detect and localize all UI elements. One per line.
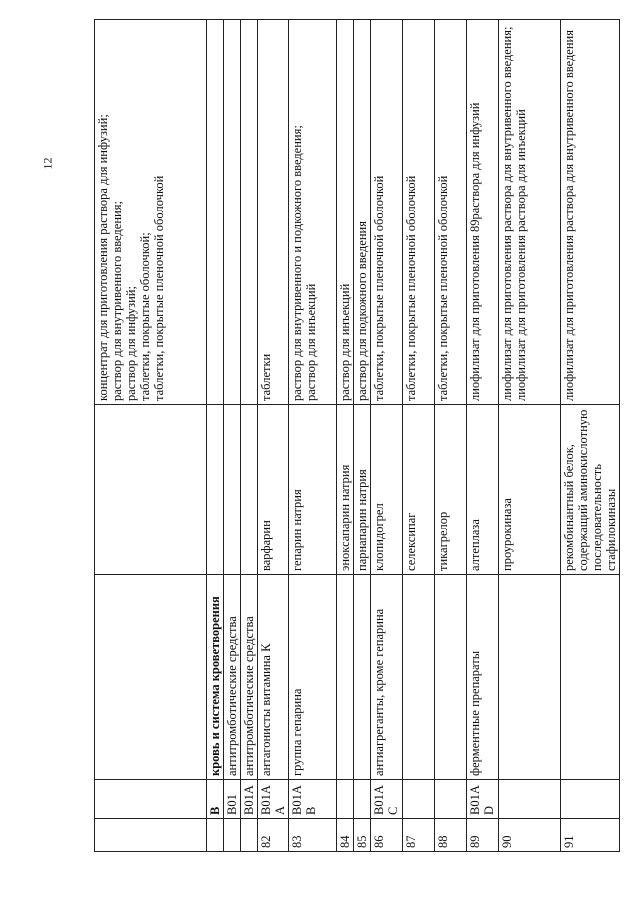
cell-num xyxy=(289,819,337,852)
cell-form xyxy=(561,20,620,405)
cell-text-num: 91 xyxy=(562,835,576,848)
cell-text-drug: алтеплаза xyxy=(468,519,482,571)
cell-name xyxy=(435,575,467,780)
cell-text-drug: селексипаг xyxy=(404,512,418,571)
cell-code xyxy=(224,780,241,819)
cell-num xyxy=(241,819,258,852)
table-row xyxy=(561,20,620,852)
cell-text-num: 85 xyxy=(355,835,369,848)
cell-text-code: В01 xyxy=(225,794,239,815)
cell-text-drug: клопидогрел xyxy=(372,503,386,571)
cell-form xyxy=(403,20,435,405)
cell-text-form: таблетки, покрытые пленочной оболочкой xyxy=(436,175,450,401)
cell-name xyxy=(258,575,289,780)
cell-name xyxy=(467,575,499,780)
cell-name xyxy=(207,575,224,780)
cell-text-name: антитромботические средства xyxy=(242,616,256,776)
cell-text-form: таблетки, покрытые пленочной оболочкой xyxy=(372,175,386,401)
cell-text-form: лиофилизат для приготовления раствора для внутривенного введения; лиофилизат для приготовления раствора для инъекций xyxy=(500,26,528,401)
cell-drug xyxy=(371,405,403,575)
cell-text-name: группа гепарина xyxy=(290,688,304,776)
cell-code xyxy=(403,780,435,819)
cell-name xyxy=(95,575,207,780)
table-row xyxy=(354,20,371,852)
cell-code xyxy=(499,780,561,819)
cell-text-form: раствор для внутривенного и подкожного введения; раствор для инъекций xyxy=(290,125,318,401)
cell-drug xyxy=(435,405,467,575)
cell-num xyxy=(354,819,371,852)
cell-text-code: В01АВ xyxy=(290,785,318,815)
cell-text-num: 83 xyxy=(290,835,304,848)
cell-text-drug: варфарин xyxy=(259,520,273,571)
cell-text-num: 89 xyxy=(468,835,482,848)
cell-num xyxy=(499,819,561,852)
cell-form xyxy=(467,20,499,405)
table-row xyxy=(241,20,258,852)
cell-text-num: 82 xyxy=(259,835,273,848)
table-row xyxy=(467,20,499,852)
cell-text-code: В xyxy=(208,806,222,815)
table-row xyxy=(337,20,354,852)
cell-drug xyxy=(337,405,354,575)
cell-num xyxy=(207,819,224,852)
cell-form xyxy=(435,20,467,405)
cell-text-code: В01АD xyxy=(468,785,496,815)
drug-table-body xyxy=(95,20,620,852)
cell-num xyxy=(561,819,620,852)
table-row xyxy=(435,20,467,852)
cell-drug xyxy=(258,405,289,575)
cell-text-drug: рекомбинантный белок, содержащий аминокислотную последовательность стафилокиназы xyxy=(562,409,618,571)
cell-text-form: лиофилизат для приготовления раствора для внутривенного введения xyxy=(562,30,576,401)
cell-num xyxy=(224,819,241,852)
cell-drug xyxy=(499,405,561,575)
cell-text-num: 84 xyxy=(338,835,352,848)
drug-table xyxy=(94,19,620,852)
cell-form xyxy=(289,20,337,405)
cell-drug xyxy=(207,405,224,575)
cell-num xyxy=(95,819,207,852)
cell-name xyxy=(224,575,241,780)
cell-form xyxy=(207,20,224,405)
cell-code xyxy=(207,780,224,819)
cell-text-num: 87 xyxy=(404,835,418,848)
cell-text-drug: эноксапарин натрия xyxy=(338,464,352,571)
cell-name xyxy=(289,575,337,780)
cell-code xyxy=(289,780,337,819)
cell-text-num: 88 xyxy=(436,835,450,848)
table-row xyxy=(224,20,241,852)
cell-num xyxy=(371,819,403,852)
cell-text-name: кровь и система кроветворения xyxy=(208,596,222,776)
cell-code xyxy=(561,780,620,819)
cell-form xyxy=(354,20,371,405)
cell-name xyxy=(561,575,620,780)
cell-code xyxy=(435,780,467,819)
cell-text-form: таблетки, покрытые пленочной оболочкой xyxy=(404,175,418,401)
cell-num xyxy=(435,819,467,852)
cell-drug xyxy=(241,405,258,575)
cell-drug xyxy=(561,405,620,575)
cell-text-name: антитромботические средства xyxy=(225,616,239,776)
cell-text-num: 86 xyxy=(372,835,386,848)
cell-drug xyxy=(95,405,207,575)
cell-text-code: В01А xyxy=(242,785,256,815)
cell-text-drug: гепарин натрия xyxy=(290,489,304,571)
cell-code xyxy=(241,780,258,819)
cell-code xyxy=(371,780,403,819)
cell-text-form: концентрат для приготовления раствора для инфузий; раствор для внутривенного введения; раствор для инфузий; таблетки, покрытые оболочкой; таблетки, покрытые пленочной оболочкой xyxy=(96,114,166,401)
cell-num xyxy=(258,819,289,852)
cell-drug xyxy=(403,405,435,575)
cell-drug xyxy=(289,405,337,575)
cell-text-form: лиофилизат для приготовления 89раствора для инфузий xyxy=(468,102,482,401)
cell-text-num: 90 xyxy=(500,835,514,848)
table-row xyxy=(371,20,403,852)
cell-code xyxy=(95,780,207,819)
cell-name xyxy=(371,575,403,780)
cell-drug xyxy=(354,405,371,575)
rotated-table-container xyxy=(94,20,618,852)
cell-text-form: раствор для подкожного введения xyxy=(355,221,369,401)
cell-text-drug: тикагрелор xyxy=(436,511,450,571)
cell-text-form: раствор для инъекций xyxy=(338,283,352,401)
page-number: 12 xyxy=(40,157,55,170)
table-row xyxy=(95,20,207,852)
cell-code xyxy=(354,780,371,819)
cell-name xyxy=(241,575,258,780)
cell-drug xyxy=(467,405,499,575)
cell-code xyxy=(337,780,354,819)
cell-text-name: ферментные препараты xyxy=(468,650,482,776)
cell-name xyxy=(337,575,354,780)
table-row xyxy=(207,20,224,852)
cell-drug xyxy=(224,405,241,575)
table-row xyxy=(403,20,435,852)
cell-text-drug: проурокиназа xyxy=(500,498,514,571)
cell-name xyxy=(403,575,435,780)
cell-num xyxy=(403,819,435,852)
cell-num xyxy=(467,819,499,852)
cell-text-form: таблетки xyxy=(259,353,273,401)
table-row xyxy=(499,20,561,852)
cell-form xyxy=(95,20,207,405)
cell-form xyxy=(258,20,289,405)
table-row xyxy=(289,20,337,852)
cell-form xyxy=(241,20,258,405)
cell-form xyxy=(499,20,561,405)
cell-form xyxy=(337,20,354,405)
cell-name xyxy=(354,575,371,780)
cell-text-code: В01АС xyxy=(372,785,400,815)
cell-text-name: антиагреганты, кроме гепарина xyxy=(372,608,386,776)
cell-code xyxy=(467,780,499,819)
cell-name xyxy=(499,575,561,780)
cell-text-drug: парнапарин натрия xyxy=(355,469,369,571)
cell-text-name: антагонисты витамина К xyxy=(259,643,273,776)
table-row xyxy=(258,20,289,852)
cell-form xyxy=(371,20,403,405)
cell-form xyxy=(224,20,241,405)
cell-code xyxy=(258,780,289,819)
cell-num xyxy=(337,819,354,852)
cell-text-code: В01АА xyxy=(259,785,287,815)
